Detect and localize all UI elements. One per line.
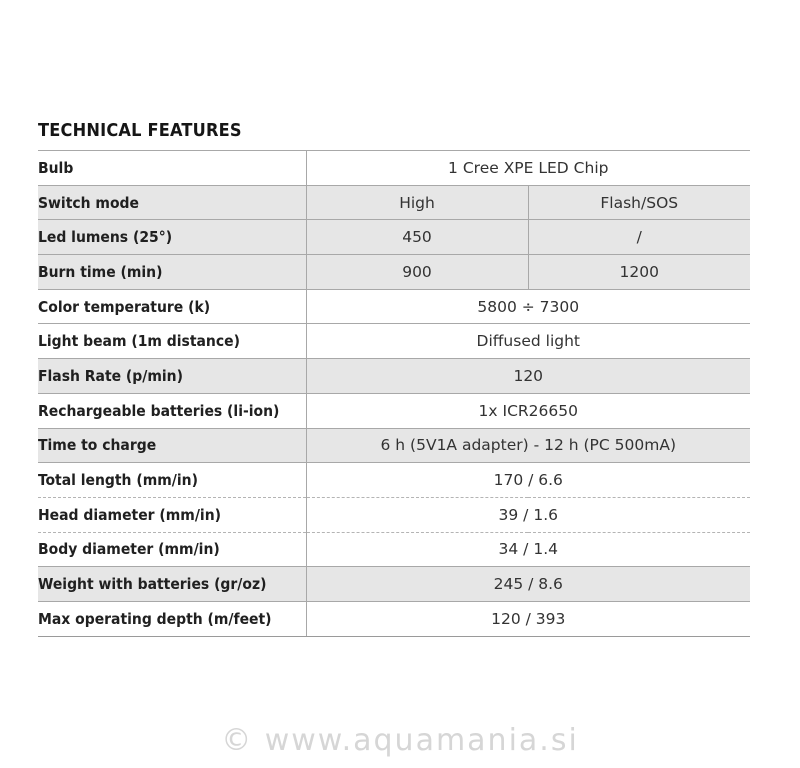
row-value-col1: High — [306, 185, 528, 220]
table-row — [38, 393, 750, 428]
row-value: 1x ICR26650 — [306, 393, 750, 428]
row-value-col2: Flash/SOS — [528, 185, 750, 220]
row-value: 1 Cree XPE LED Chip — [306, 151, 750, 186]
row-value-col2: / — [528, 220, 750, 255]
table-row — [38, 255, 750, 290]
watermark: © www.aquamania.si — [221, 723, 579, 758]
row-value: 6 h (5V1A adapter) - 12 h (PC 500mA) — [306, 428, 750, 463]
row-label: Time to charge — [38, 428, 306, 463]
row-label: Bulb — [38, 151, 306, 186]
table-title: TECHNICAL FEATURES — [38, 120, 242, 141]
row-value: 120 — [306, 359, 750, 394]
row-label: Rechargeable batteries (li-ion) — [38, 393, 306, 428]
row-label: Max operating depth (m/feet) — [38, 601, 306, 636]
row-value-col1: 900 — [306, 255, 528, 290]
table-row — [38, 220, 750, 255]
row-label: Color temperature (k) — [38, 289, 306, 324]
row-label: Total length (mm/in) — [38, 463, 306, 498]
row-value: 5800 ÷ 7300 — [306, 289, 750, 324]
row-value: 39 / 1.6 — [306, 497, 750, 532]
row-label: Led lumens (25°) — [38, 220, 306, 255]
row-value: Diffused light — [306, 324, 750, 359]
table-row — [38, 151, 750, 186]
table-row — [38, 497, 750, 532]
row-value-col1: 450 — [306, 220, 528, 255]
table-row — [38, 601, 750, 636]
row-label: Weight with batteries (gr/oz) — [38, 567, 306, 602]
row-value: 170 / 6.6 — [306, 463, 750, 498]
row-label: Burn time (min) — [38, 255, 306, 290]
row-value: 120 / 393 — [306, 601, 750, 636]
table-row — [38, 324, 750, 359]
row-value: 245 / 8.6 — [306, 567, 750, 602]
row-label: Head diameter (mm/in) — [38, 497, 306, 532]
table-row — [38, 289, 750, 324]
table-row — [38, 532, 750, 567]
row-value-col2: 1200 — [528, 255, 750, 290]
row-label: Switch mode — [38, 185, 306, 220]
table-row — [38, 463, 750, 498]
row-value: 34 / 1.4 — [306, 532, 750, 567]
technical-features-table — [38, 150, 750, 637]
row-label: Light beam (1m distance) — [38, 324, 306, 359]
row-label: Body diameter (mm/in) — [38, 532, 306, 567]
row-label: Flash Rate (p/min) — [38, 359, 306, 394]
table-row — [38, 185, 750, 220]
table-row — [38, 567, 750, 602]
table-row — [38, 359, 750, 394]
table-row — [38, 428, 750, 463]
